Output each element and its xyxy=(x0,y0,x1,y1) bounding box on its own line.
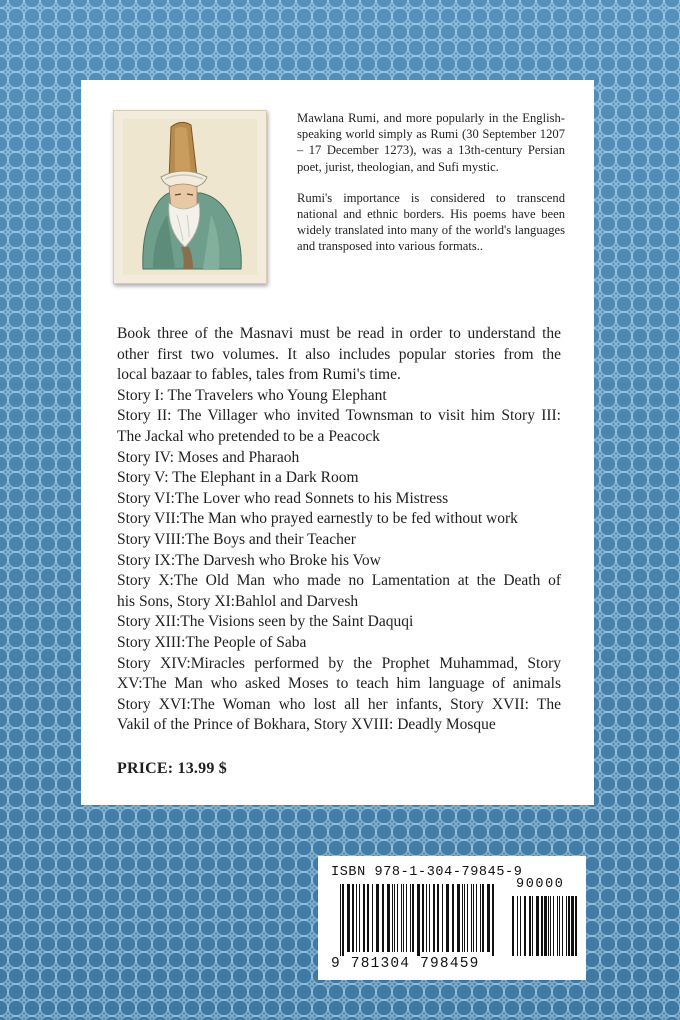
barcode-bar xyxy=(548,896,549,956)
barcode-bar xyxy=(401,884,402,952)
story-line: Story VI:The Lover who read Sonnets to his Mistress xyxy=(117,489,449,507)
barcode-bar xyxy=(387,884,390,952)
barcode-bar xyxy=(520,896,521,956)
story-line: Story II: The Villager who invited Townsman to visit him Story III: xyxy=(117,407,561,425)
story-line: Vakil of the Prince of Bokhara, Story XVIII: Deadly Mosque xyxy=(117,716,496,734)
barcode-bar xyxy=(452,884,454,952)
story-line: his Sons, Story XI:Bahlol and Darvesh xyxy=(117,592,359,610)
barcode-bar xyxy=(403,884,404,952)
barcode-bar xyxy=(429,884,430,952)
isbn-number: ISBN 978-1-304-79845-9 xyxy=(331,865,523,880)
barcode-bar xyxy=(512,896,514,956)
barcode-bar xyxy=(566,896,567,956)
barcode-bar xyxy=(550,896,551,956)
description-line: local bazaar to fables, tales from Rumi's time. xyxy=(117,366,401,384)
story-line: Story XVI:The Woman who lost all her infants, Story XVII: The xyxy=(117,695,561,713)
barcode-bar xyxy=(433,884,435,952)
bio-paragraph-1: Mawlana Rumi, and more popularly in the English-speaking world simply as Rumi (30 September 1207 – 17 December 1273), was a 13th-century Persian poet, jurist, theologian, and Sufi mystic. xyxy=(297,111,565,174)
barcode-bar xyxy=(376,884,379,952)
barcode-bar xyxy=(559,896,560,956)
price-add-on-digits: 90000 xyxy=(516,877,565,892)
barcode-bar xyxy=(392,884,393,952)
story-line: Story IX:The Darvesh who Broke his Vow xyxy=(117,551,381,569)
story-line: Story XIV:Miracles performed by the Prophet Muhammad, Story xyxy=(117,654,561,672)
back-cover-panel xyxy=(81,80,594,805)
barcode-bar xyxy=(359,884,360,952)
barcode-bar xyxy=(529,896,531,956)
author-bio xyxy=(297,110,565,270)
price-label: PRICE: xyxy=(117,760,174,777)
barcode-bar xyxy=(412,884,414,952)
barcode-bar xyxy=(363,884,365,952)
barcode-bar xyxy=(422,884,424,952)
story-line: Story X:The Old Man who made no Lamentation at the Death of xyxy=(117,572,561,590)
barcode-bar xyxy=(536,896,539,956)
barcode-bar xyxy=(575,896,577,956)
story-line: Story XIII:The People of Saba xyxy=(117,633,307,651)
barcode-bar xyxy=(406,884,407,952)
description-line: Book three of the Masnavi must be read in order to understand the xyxy=(117,325,561,342)
barcode-bar xyxy=(492,884,494,956)
barcode-bar xyxy=(571,896,574,956)
barcode-bar xyxy=(568,896,570,956)
barcode-bar xyxy=(557,896,558,956)
barcode-bar xyxy=(394,884,395,952)
story-line: Story VIII:The Boys and their Teacher xyxy=(117,530,356,548)
barcode-bar xyxy=(462,884,463,952)
barcode-bar xyxy=(476,884,477,952)
barcode-bar xyxy=(464,884,465,952)
price xyxy=(117,760,227,778)
price-value: 13.99 $ xyxy=(177,760,227,777)
bio-paragraph-2: Rumi's importance is considered to transcend national and ethnic borders. His poems have been widely translated into many of the world's languages and transposed into various formats.. xyxy=(297,190,565,254)
barcode-bar xyxy=(397,884,398,952)
barcode-bar xyxy=(532,896,533,956)
barcode-bar xyxy=(372,884,373,952)
description-line: other first two volumes. It also includes popular stories from the xyxy=(117,345,561,363)
barcode-bar xyxy=(541,896,543,956)
book-description xyxy=(117,324,561,736)
barcode-bar xyxy=(342,884,344,956)
barcode-bar xyxy=(446,884,449,952)
barcode-bar xyxy=(480,884,481,952)
barcode-bar xyxy=(562,896,563,956)
barcode-bar xyxy=(482,884,484,952)
rumi-portrait-illustration xyxy=(123,119,257,275)
barcode-bar xyxy=(471,884,472,952)
barcode-bar xyxy=(347,884,350,952)
barcode-bar xyxy=(340,884,341,956)
barcode-bar xyxy=(524,896,526,956)
story-line: Story V: The Elephant in a Dark Room xyxy=(117,469,359,487)
barcode-bar xyxy=(437,884,439,952)
barcode-bar xyxy=(382,884,384,952)
barcode-bar xyxy=(544,896,547,956)
story-line: Story IV: Moses and Pharaoh xyxy=(117,448,300,466)
ean-digits: 9 781304 798459 xyxy=(331,956,480,972)
barcode-bar xyxy=(367,884,369,952)
barcode-bar xyxy=(517,896,518,956)
barcode-bar xyxy=(352,884,354,952)
barcode-bar xyxy=(473,884,474,952)
barcode-bar xyxy=(417,884,420,956)
story-line: Story VII:The Man who prayed earnestly to be fed without work xyxy=(117,510,518,528)
story-line: The Jackal who pretended to be a Peacock xyxy=(117,427,380,445)
barcode-bar xyxy=(442,884,443,952)
barcode-bar xyxy=(487,884,490,952)
barcode-bar xyxy=(356,884,357,952)
author-portrait xyxy=(113,110,267,284)
story-line: XV:The Man who asked Moses to teach him language of animals xyxy=(117,675,561,693)
barcode-bar xyxy=(467,884,468,952)
story-line: Story XII:The Visions seen by the Saint Daquqi xyxy=(117,613,414,631)
story-line: Story I: The Travelers who Young Elephant xyxy=(117,386,387,404)
barcode-bar xyxy=(410,884,411,952)
barcode-bar xyxy=(553,896,554,956)
barcode-bar xyxy=(457,884,460,952)
barcode-bar xyxy=(426,884,427,952)
barcode-area xyxy=(318,856,586,980)
